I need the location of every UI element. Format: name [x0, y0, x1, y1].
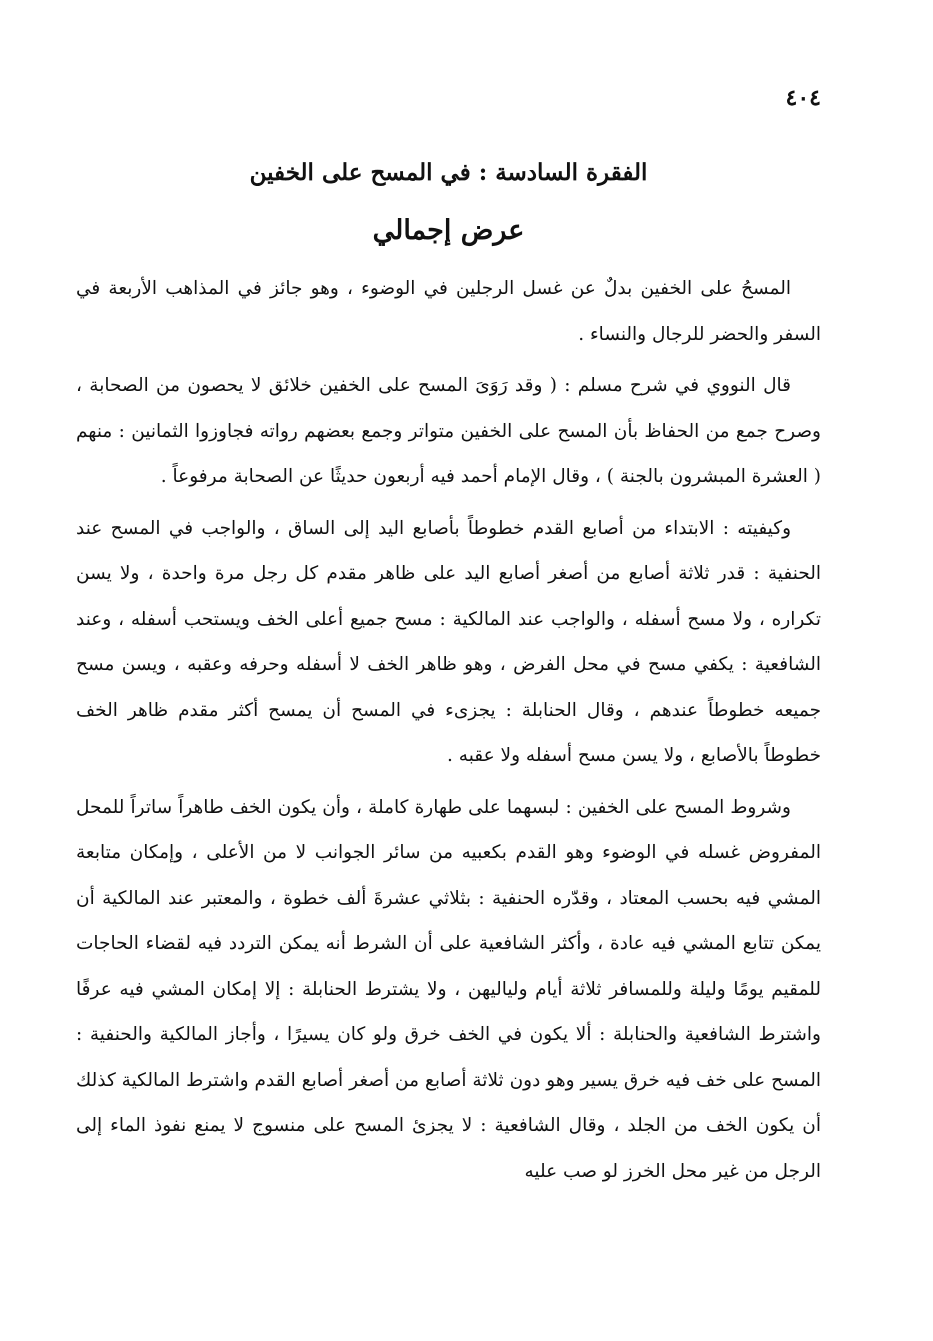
paragraph-definition: المسحُ على الخفين بدلٌ عن غسل الرجلين في الوضوء ، وهو جائز في المذاهب الأربعة في السفر والحضر للرجال والنساء . [76, 278, 821, 345]
paragraph-nawawi-quote: قال النووي في شرح مسلم : ( وقد رَوَىَ المسح على الخفين خلائق لا يحصون من الصحابة ، وصرح جمع من الحفاظ بأن المسح على الخفين متواتر وجمع بعضهم رواته فجاوزوا الثمانين : منهم ( العشرة المبشرون بالجنة ) ، وقال الإمام أحمد فيه أربعون حديثًا عن الصحابة مرفوعاً . [76, 375, 821, 487]
page-number: ٤٠٤ [785, 85, 821, 111]
section-title: الفقرة السادسة : في المسح على الخفين [249, 159, 648, 186]
paragraph-conditions: وشروط المسح على الخفين : لبسهما على طهارة كاملة ، وأن يكون الخف طاهراً ساتراً للمحل المفروض غسله في الوضوء وهو القدم بكعبيه من سائر الجوانب لا من الأعلى ، وإمكان متابعة المشي فيه بحسب المعتاد ، وقدّره الحنفية : بثلاثي عشرةَ ألف خطوة ، والمعتبر عند المالكية أن يمكن تتابع المشي فيه عادة ، وأكثر الشافعية على أن الشرط أنه يمكن التردد فيه لقضاء الحاجات للمقيم يومًا وليلة وللمسافر ثلاثة أيام ولياليهن ، ولا يشترط الحنابلة : إلا إمكان المشي فيه عرفًا واشترط الشافعية والحنابلة : ألا يكون في الخف خرق ولو كان يسيرًا ، وأجاز المالكية والحنفية : المسح على خف فيه خرق يسير وهو دون ثلاثة أصابع من أصغر أصابع القدم واشترط المالكية كذلك أن يكون الخف من الجلد ، وقال الشافعية : لا يجزئ المسح على منسوج لا يمنع نفوذ الماء إلى الرجل من غير محل الخرز لو صب عليه [76, 796, 821, 1182]
section-subtitle: عرض إجمالي [372, 215, 525, 246]
paragraph-method: وكيفيته : الابتداء من أصابع القدم خطوطاً بأصابع اليد إلى الساق ، والواجب في المسح عند الحنفية : قدر ثلاثة أصابع من أصغر أصابع اليد على ظاهر مقدم كل رجل مرة واحدة ، ولا يسن تكراره ، ولا مسح أسفله ، والواجب عند المالكية : مسح جميع أعلى الخف ويستحب أسفله ، وعند الشافعية : يكفي مسح في محل الفرض ، وهو ظاهر الخف لا أسفله وحرفه وعقبه ، ويسن مسح جميعه خطوطاً عندهم ، وقال الحنابلة : يجزىء في المسح أن يمسح أكثر مقدم ظاهر الخف خطوطاً بالأصابع ، ولا يسن مسح أسفله ولا عقبه . [76, 517, 821, 766]
book-page [76, 78, 821, 1318]
